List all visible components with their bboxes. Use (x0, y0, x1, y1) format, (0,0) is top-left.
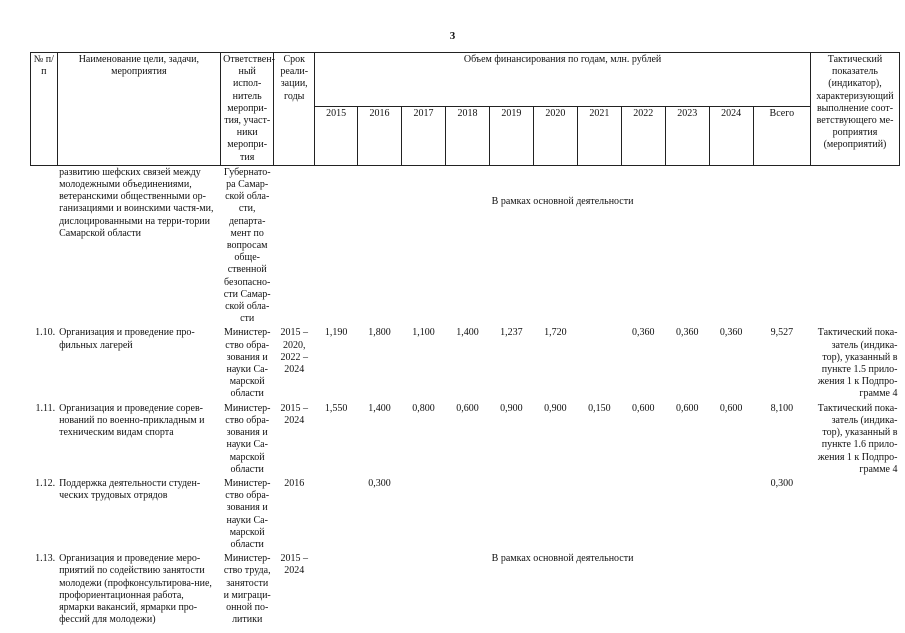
row-value: 0,300 (368, 477, 391, 489)
row-value: 0,600 (675, 402, 699, 414)
header-responsible: Ответствен-ный испол-нитель меропри-тия, участ-ники меропри-тия (221, 53, 274, 166)
row-value: 0,600 (456, 402, 479, 414)
header-year: 2015 (315, 107, 358, 166)
row-value (489, 477, 533, 552)
row-total: 8,100 (770, 402, 794, 414)
financing-table (30, 52, 900, 627)
row-value: 1,237 (500, 327, 523, 339)
row-value (665, 477, 709, 552)
row-value: 0,150 (588, 402, 611, 414)
row-value (577, 326, 621, 401)
row-num: 1.11. (35, 402, 56, 414)
row-num: 1.13. (35, 553, 56, 565)
row-value (577, 477, 621, 552)
row-indicator (810, 552, 899, 627)
row-term (274, 165, 315, 326)
row-total: 0,300 (770, 477, 794, 489)
row-value: 0,900 (544, 402, 567, 414)
row-value: 0,360 (719, 327, 743, 339)
header-year: 2020 (533, 107, 577, 166)
header-year: 2019 (489, 107, 533, 166)
row-responsible: Министер-ство обра-зования и науки Са-марской области (223, 477, 271, 550)
table-row (31, 165, 900, 326)
row-value: 1,800 (368, 327, 391, 339)
header-term: Срок реали-зации, годы (274, 53, 315, 166)
header-year: 2016 (358, 107, 402, 166)
row-total: 9,527 (770, 327, 794, 339)
row-indicator (810, 165, 899, 326)
row-responsible: Министер-ство труда, занятости и миграци-онной по-литики (223, 553, 271, 626)
row-value: 0,800 (412, 402, 435, 414)
row-name: Организация и проведение меро-приятий по содействию занятости молодежи (профконсультирова-ние, профориентационная работа, ярмарки вакансий, ярмарки про-фессий для молодежи) (59, 553, 212, 626)
row-value: 0,600 (719, 402, 743, 414)
row-name: Организация и проведение сорев-нований по военно-прикладным и техническим видам спорта (59, 402, 205, 439)
header-year: 2023 (665, 107, 709, 166)
table-row (31, 326, 900, 401)
header-year: 2017 (402, 107, 446, 166)
row-value (621, 477, 665, 552)
row-term: 2015 – 2024 (280, 402, 308, 426)
row-value: 1,720 (544, 327, 567, 339)
row-value (315, 477, 358, 552)
header-financing: Объем финансирования по годам, млн. рублей (315, 53, 811, 107)
row-value: 1,550 (324, 402, 348, 414)
table-row (31, 477, 900, 552)
row-indicator: Тактический пока-затель (индика-тор), указанный в пункте 1.5 прило-жения 1 к Подпро-грамме 4 (817, 327, 898, 400)
row-term: 2015 – 2024 (280, 553, 308, 577)
row-term: 2015 – 2020, 2022 – 2024 (280, 327, 308, 376)
header-year: 2024 (709, 107, 753, 166)
row-responsible: Министер-ство обра-зования и науки Са-марской области (223, 327, 271, 400)
row-value: 1,190 (324, 327, 348, 339)
table-header (31, 53, 900, 166)
header-year: 2018 (445, 107, 489, 166)
row-value (445, 477, 489, 552)
row-value (533, 477, 577, 552)
row-num: 1.12. (35, 477, 56, 489)
table-row (31, 402, 900, 477)
row-value: 1,400 (456, 327, 479, 339)
page-number: 3 (449, 30, 456, 42)
row-name: развитию шефских связей между молодежными объединениями, ветеранскими общественными ор-ганизациями и воинскими частя-ми, дислоцированными на терри-тории Самарской области (59, 166, 214, 239)
row-value: 1,400 (368, 402, 391, 414)
header-indicator: Тактический показатель (индикатор), характеризующий выполнение соот-ветствующего ме-роприятия (мероприятий) (810, 53, 899, 166)
row-value: 1,100 (412, 327, 435, 339)
header-year: 2021 (577, 107, 621, 166)
row-indicator: Тактический пока-затель (индика-тор), указанный в пункте 1.6 прило-жения 1 к Подпро-грамме 4 (817, 402, 898, 475)
row-name: Организация и проведение про-фильных лагерей (59, 327, 195, 351)
row-responsible: Министер-ство обра-зования и науки Са-марской области (223, 402, 271, 475)
header-year: 2022 (621, 107, 665, 166)
row-value: 0,360 (632, 327, 655, 339)
row-num (31, 165, 58, 326)
row-value (402, 477, 446, 552)
row-num: 1.10. (35, 327, 56, 339)
table-row (31, 552, 900, 627)
row-term: 2016 (284, 477, 305, 489)
row-value (709, 477, 753, 552)
row-name: Поддержка деятельности студен-ческих трудовых отрядов (59, 477, 201, 502)
row-merged-note: В рамках основной деятельности (491, 553, 634, 565)
header-num: № п/п (31, 53, 58, 166)
header-name: Наименование цели, задачи, мероприятия (57, 53, 221, 166)
row-responsible: Губернато-ра Самар-ской обла-сти, департа-мент по вопросам обще-ственной безопасно-сти Самар-ской обла-сти (223, 166, 271, 325)
header-total: Всего (753, 107, 810, 166)
row-value: 0,600 (632, 402, 655, 414)
row-merged-note: В рамках основной деятельности (491, 195, 634, 207)
row-indicator (810, 477, 899, 552)
row-value: 0,900 (500, 402, 523, 414)
row-value: 0,360 (675, 327, 699, 339)
